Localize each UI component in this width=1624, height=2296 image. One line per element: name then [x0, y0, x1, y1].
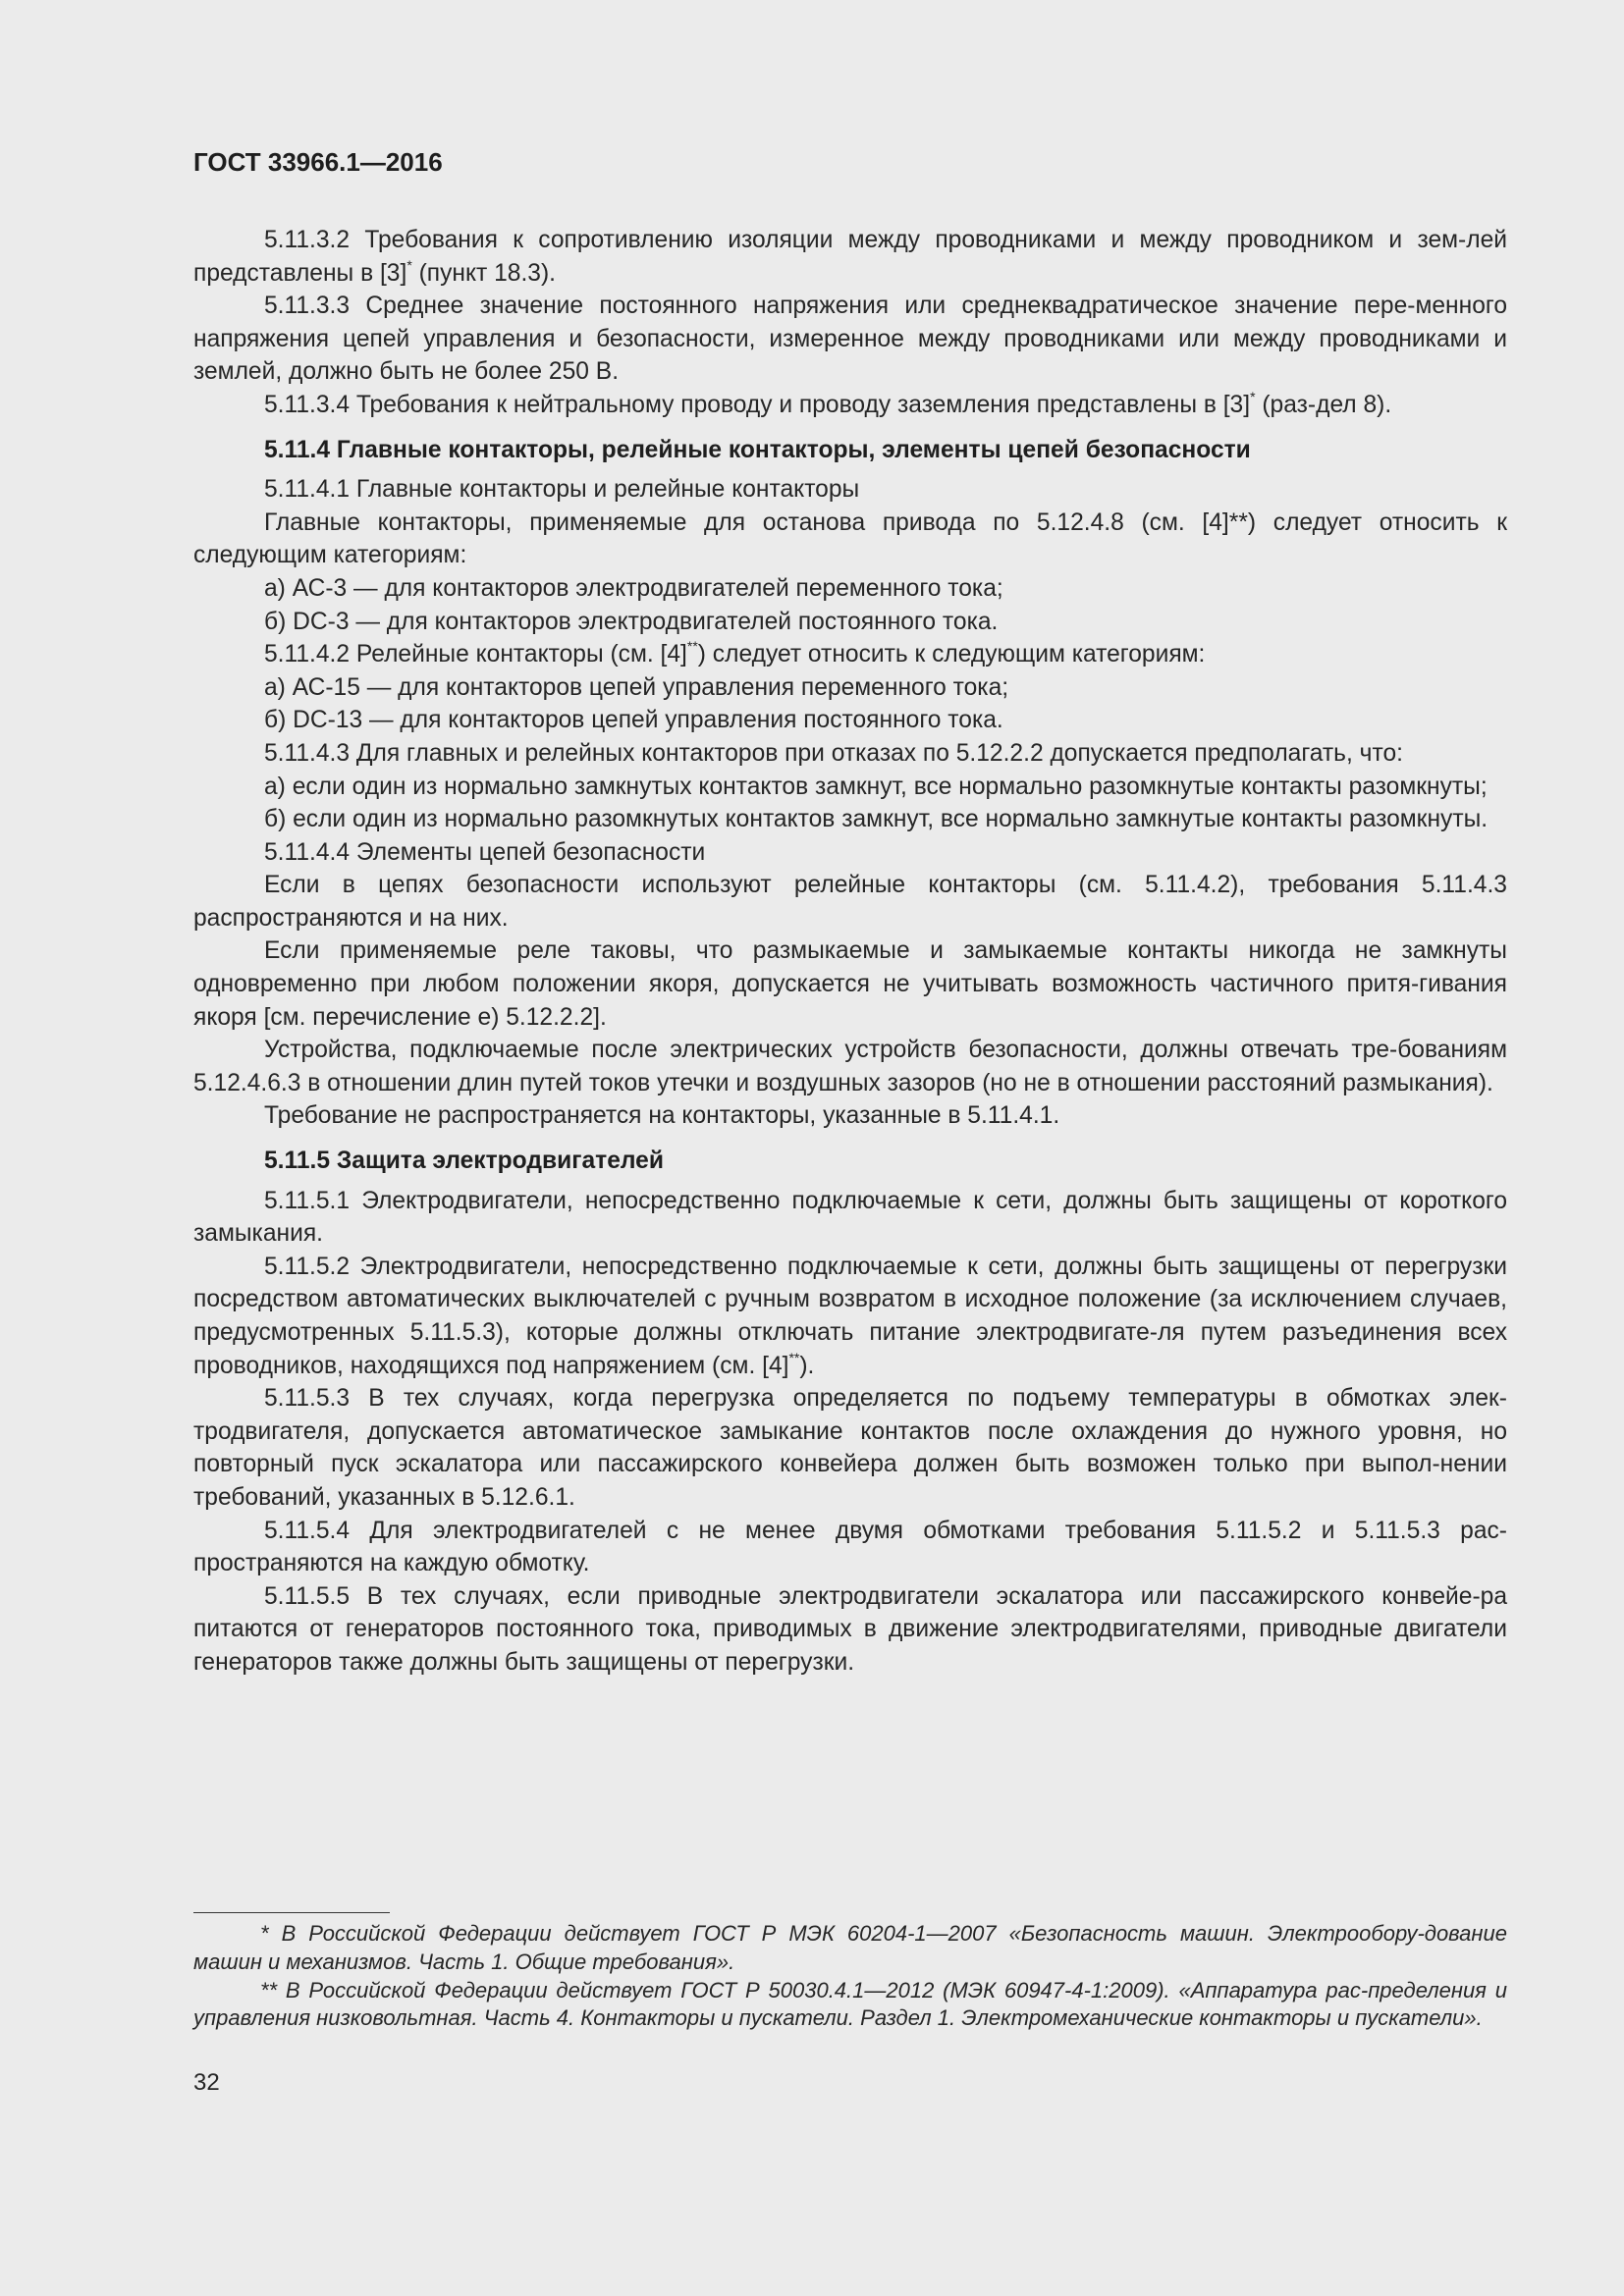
footnote-ref: ** [686, 638, 698, 655]
section-heading-5-11-5: 5.11.5 Защита электродвигателей [264, 1148, 664, 1175]
paragraph-5-11-5-3: 5.11.5.3 В тех случаях, когда перегрузка определяется по подъему температуры в обмотках элек-тродвигателя, допускается автоматическое замыкание контактов после охлаждения до нужного уровня, но повторный пуск эскалатора или пассажирского конвейера должен быть возможен только при выпол-нении требований, указанных в 5.12.6.1. [193, 1385, 1507, 1511]
list-item-dc13: б) DC-13 — для контакторов цепей управления постоянного тока. [264, 707, 1003, 734]
document-header: ГОСТ 33966.1—2016 [193, 147, 443, 177]
list-item-ac3: а) АС-3 — для контакторов электродвигателей переменного тока; [264, 574, 1003, 602]
footnote-separator [193, 1912, 390, 1913]
paragraph-relay-contactors: Если в цепях безопасности используют релейные контакторы (см. 5.11.4.2), требования 5.11.4.3 распространяются и на них. [193, 872, 1507, 932]
page-number: 32 [193, 2069, 220, 2096]
section-heading-5-11-4: 5.11.4 Главные контакторы, релейные контакторы, элементы цепей безопасности [264, 436, 1251, 463]
footnote-2: ** В Российской Федерации действует ГОСТ Р 50030.4.1—2012 (МЭК 60947-4-1:2009). «Аппаратура рас-пределения и управления низковольтная. Часть 4. Контакторы и пускатели. Раздел 1. Электромеханические контакторы и пускатели». [193, 1977, 1507, 2031]
footnotes [193, 1920, 1507, 2033]
footnote-ref: * [1250, 388, 1256, 404]
paragraph-5-11-5-5: 5.11.5.5 В тех случаях, если приводные электродвигатели эскалатора или пассажирского конвейе-ра питаются от генераторов постоянного тока, приводимых в движение электродвигателями, приводные двигатели генераторов также должны быть защищены от перегрузки. [193, 1582, 1507, 1676]
paragraph-devices-after-safety: Устройства, подключаемые после электрических устройств безопасности, должны отвечать тре-бованиям 5.12.4.6.3 в отношении длин путей токов утечки и воздушных зазоров (но не в отношении расстояний размыкания). [193, 1037, 1507, 1096]
paragraph-main-contactors: Главные контакторы, применяемые для останова привода по 5.12.4.8 (см. [4]**) следует относить к следующим категориям: [193, 508, 1507, 569]
list-item-closed-contacts: а) если один из нормально замкнутых контактов замкнут, все нормально разомкнутые контакты разомкнуты; [264, 773, 1488, 800]
list-item-ac15: а) АС-15 — для контакторов цепей управления переменного тока; [264, 673, 1009, 701]
paragraph-5-11-4-1: 5.11.4.1 Главные контакторы и релейные контакторы [264, 476, 860, 504]
paragraph-5-11-5-4: 5.11.5.4 Для электродвигателей с не менее двумя обмотками требования 5.11.5.2 и 5.11.5.3 рас-пространяются на каждую обмотку. [193, 1517, 1507, 1577]
paragraph-5-11-3-3: 5.11.3.3 Среднее значение постоянного напряжения или среднеквадратическое значение пере-менного напряжения цепей управления и безопасности, измеренное между проводниками или между проводниками и землей, должно быть не более 250 В. [193, 293, 1507, 386]
paragraph-5-11-4-3: 5.11.4.3 Для главных и релейных контакторов при отказах по 5.12.2.2 допускается предполагать, что: [264, 739, 1403, 767]
footnote-ref: ** [788, 1349, 800, 1365]
footnote-ref: * [406, 256, 412, 273]
footnote-1: * В Российской Федерации действует ГОСТ Р МЭК 60204-1—2007 «Безопасность машин. Электрообору-дование машин и механизмов. Часть 1. Общие требования». [193, 1921, 1507, 1974]
paragraph-requirement-exception: Требование не распространяется на контакторы, указанные в 5.11.4.1. [264, 1102, 1060, 1130]
list-item-open-contacts: б) если один из нормально разомкнутых контактов замкнут, все нормально замкнутые контакты разомкнуты. [264, 806, 1489, 833]
paragraph-5-11-4-2: 5.11.4.2 Релейные контакторы (см. [4]**) следует относить к следующим категориям: [264, 638, 1206, 668]
paragraph-5-11-3-2: 5.11.3.2 Требования к сопротивлению изоляции между проводниками и между проводником и зем-лей представлены в [3]* (пункт 18.3). [193, 227, 1507, 287]
body-text [193, 224, 1507, 1680]
paragraph-5-11-3-4: 5.11.3.4 Требования к нейтральному проводу и проводу заземления представлены в [3]* (раз-дел 8). [264, 388, 1392, 418]
paragraph-5-11-4-4: 5.11.4.4 Элементы цепей безопасности [264, 838, 706, 866]
paragraph-relay-armature: Если применяемые реле таковы, что размыкаемые и замыкаемые контакты никогда не замкнуты одновременно при любом положении якоря, допускается не учитывать возможность частичного притя-гивания якоря [см. перечисление е) 5.12.2.2]. [193, 937, 1507, 1031]
paragraph-5-11-5-1: 5.11.5.1 Электродвигатели, непосредственно подключаемые к сети, должны быть защищены от короткого замыкания. [193, 1187, 1507, 1248]
list-item-dc3: б) DC-3 — для контакторов электродвигателей постоянного тока. [264, 608, 999, 635]
paragraph-5-11-5-2: 5.11.5.2 Электродвигатели, непосредственно подключаемые к сети, должны быть защищены от перегрузки посредством автоматических выключателей с ручным возвратом в исходное положение (за исключением случаев, предусмотренных 5.11.5.3), которые должны отключать питание электродвигате-ля путем разъединения всех проводников, находящихся под напряжением (см. [4]**). [193, 1253, 1507, 1379]
